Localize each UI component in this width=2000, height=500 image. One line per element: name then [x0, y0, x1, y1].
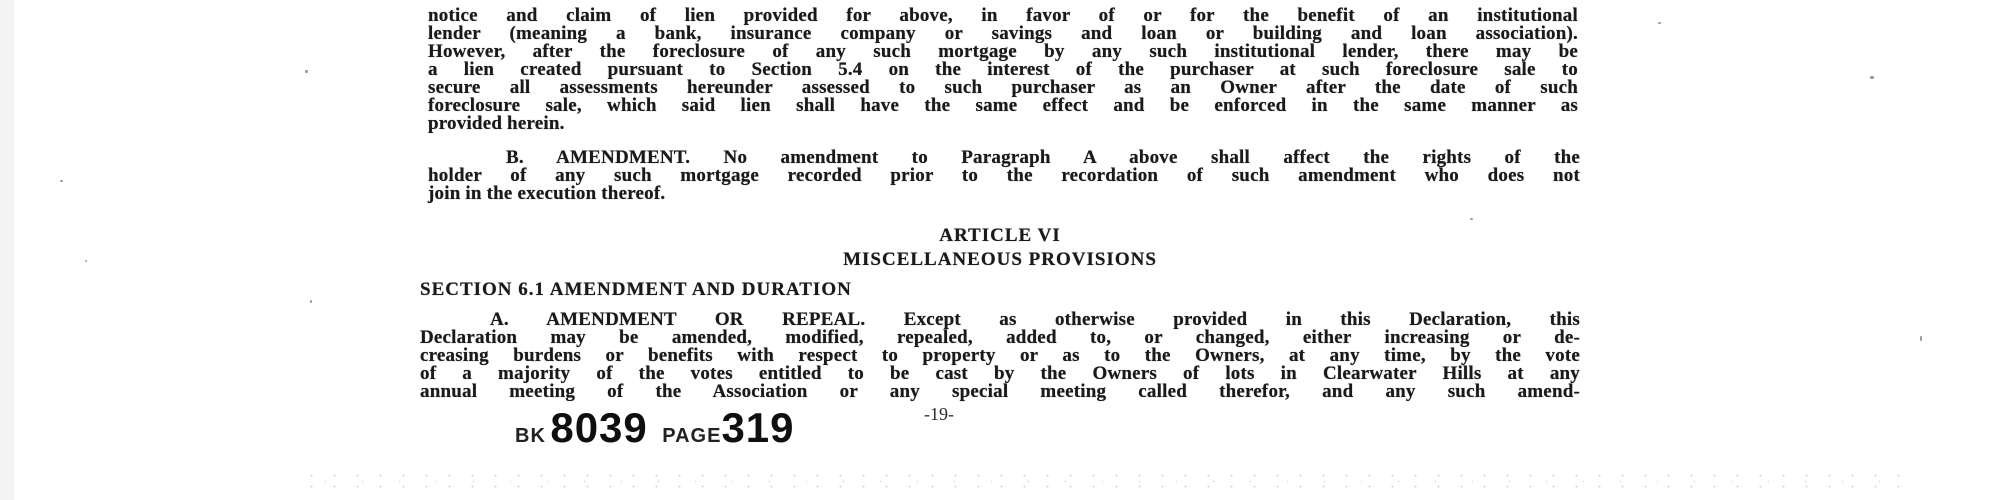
body-line: a lien created pursuant to Section 5.4 on the interest of the purchaser at such foreclosure sale to: [428, 59, 1578, 80]
body-line: notice and claim of lien provided for above, in favor of or for the benefit of an institutional: [428, 5, 1578, 26]
scan-speck: [310, 300, 312, 303]
article-subtitle: MISCELLANEOUS PROVISIONS: [843, 249, 1157, 270]
section-line: of a majority of the votes entitled to be cast by the Owners of lots in Clearwater Hills at any: [420, 363, 1580, 384]
body-line: secure all assessments hereunder assessed to such purchaser as an Owner after the date of such: [428, 77, 1578, 98]
amendment-line: holder of any such mortgage recorded prior to the recordation of such amendment who does not: [428, 165, 1580, 186]
scan-speck: [1920, 336, 1922, 341]
scan-speck: [1470, 218, 1473, 220]
book-page-stamp: [515, 404, 795, 452]
article-title: ARTICLE VI: [939, 225, 1061, 246]
book-label: BK: [515, 425, 546, 447]
page-number: -19-: [924, 404, 954, 424]
scan-speck: [85, 260, 87, 262]
body-line: lender (meaning a bank, insurance company or savings and loan or building and loan association).: [428, 23, 1578, 44]
section-line: A. AMENDMENT OR REPEAL. Except as otherwise provided in this Declaration, this: [490, 309, 1580, 330]
scan-speck: [305, 70, 308, 73]
scan-speck: [1658, 22, 1661, 24]
section-line: annual meeting of the Association or any special meeting called therefor, and any such amend-: [420, 381, 1580, 402]
section-line: creasing burdens or benefits with respect to property or as to the Owners, at any time, by the vote: [420, 345, 1580, 366]
scan-edge: [0, 0, 14, 500]
scan-noise: [300, 470, 1900, 492]
amendment-line: join in the execution thereof.: [428, 183, 666, 204]
page-label: PAGE: [662, 425, 722, 447]
body-line: However, after the foreclosure of any such mortgage by any such institutional lender, there may be: [428, 41, 1578, 62]
book-number: 8039: [550, 404, 648, 451]
section-line: Declaration may be amended, modified, repealed, added to, or changed, either increasing or de-: [420, 327, 1580, 348]
scan-speck: [1870, 76, 1874, 79]
body-line: foreclosure sale, which said lien shall have the same effect and be enforced in the same manner as: [428, 95, 1578, 116]
amendment-line: B. AMENDMENT. No amendment to Paragraph A above shall affect the rights of the: [506, 147, 1580, 168]
body-line: provided herein.: [428, 113, 565, 134]
page-ref-number: 319: [721, 404, 795, 451]
scan-speck: [60, 180, 63, 182]
section-heading: SECTION 6.1 AMENDMENT AND DURATION: [420, 279, 852, 300]
